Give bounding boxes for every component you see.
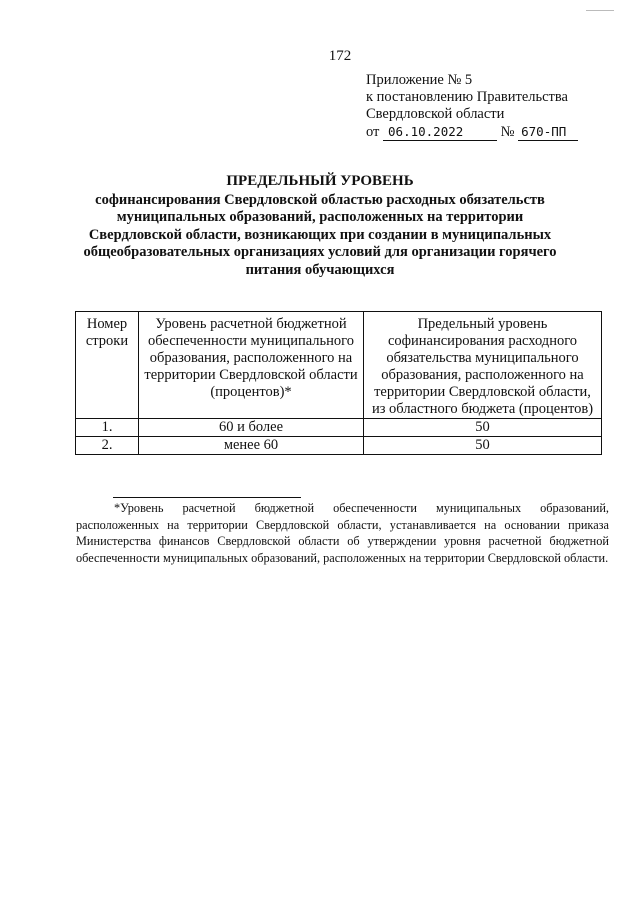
number-prefix: № — [500, 124, 515, 140]
title-line: питания обучающихся — [245, 261, 395, 278]
appendix-title: Приложение № 5 — [366, 72, 473, 88]
corner-mark — [586, 10, 614, 11]
header-budget-level: Уровень расчетной бюджетной обеспеченности муниципального образования, расположенного на территории Свердловской области (процентов)* — [139, 312, 364, 419]
cell-budget-level: менее 60 — [139, 437, 364, 455]
footnote: *Уровень расчетной бюджетной обеспеченности муниципальных образований, расположенных на территории Свердловской области, устанавливается на основании приказа Министерства финансов Свердловской области об утверждении уровня расчетной бюджетной обеспеченности муниципальных образований, расположенных на территории Свердловской области. — [76, 501, 609, 565]
table-header-row — [76, 312, 602, 419]
title-line: муниципальных образований, расположенных на территории — [116, 209, 524, 225]
appendix-block — [366, 72, 578, 141]
resolution-number: 670-ПП — [518, 123, 578, 141]
cell-budget-level: 60 и более — [139, 419, 364, 437]
appendix-region: Свердловской области — [366, 106, 505, 122]
title-heading: ПРЕДЕЛЬНЫЙ УРОВЕНЬ — [226, 173, 414, 189]
footnote-divider — [113, 497, 301, 498]
resolution-date: 06.10.2022 — [383, 123, 497, 141]
cell-row-number: 1. — [76, 419, 139, 437]
cell-row-number: 2. — [76, 437, 139, 455]
header-cofinancing-level: Предельный уровень софинансирования расходного обязательства муниципального образования, расположенного на территории Свердловской области, из областного бюджета (процентов) — [364, 312, 602, 419]
appendix-date-line — [366, 123, 578, 141]
levels-table — [75, 311, 602, 455]
header-row-number: Номер строки — [76, 312, 139, 419]
date-prefix: от — [366, 124, 380, 140]
cell-cofinancing-level: 50 — [364, 419, 602, 437]
page-number: 172 — [328, 48, 352, 64]
title-line: Свердловской области, возникающих при создании в муниципальных — [88, 226, 552, 243]
appendix-resolution: к постановлению Правительства — [366, 89, 568, 105]
title-line: софинансирования Свердловской областью расходных обязательств — [95, 191, 545, 208]
cell-cofinancing-level: 50 — [364, 437, 602, 455]
table-row — [76, 419, 602, 437]
title-line: общеобразовательных организациях условий для организации горячего — [83, 244, 557, 260]
table-row — [76, 437, 602, 455]
document-title — [60, 173, 580, 279]
